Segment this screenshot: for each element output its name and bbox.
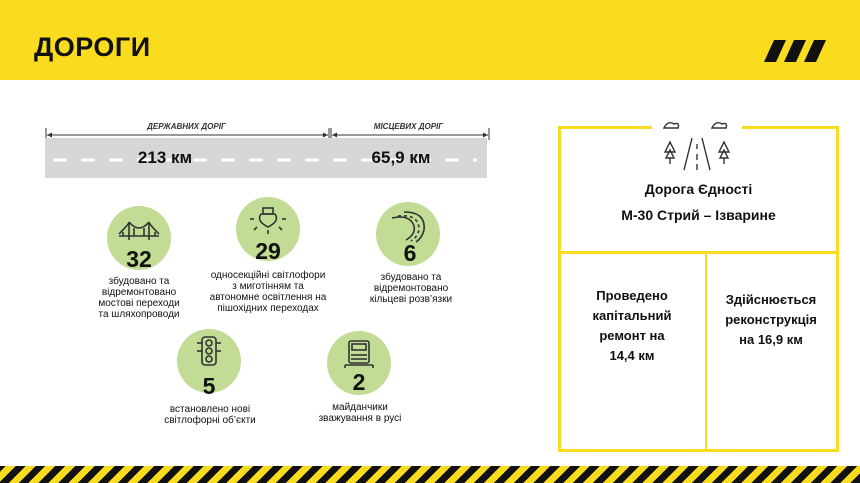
- stat-lights-text: [194, 270, 342, 314]
- stat-bridges-line: збудовано та: [108, 276, 170, 287]
- header-bar: [0, 0, 860, 80]
- stat-traffic-lights-number: 5: [202, 373, 216, 399]
- local-roads-value: 65,9 км: [371, 148, 431, 167]
- page-title: ДОРОГИ: [34, 32, 151, 62]
- local-roads-label: МІСЦЕВИХ ДОРІГ: [373, 122, 444, 131]
- stat-roundabouts-line: кільцеві розв’язки: [369, 294, 453, 305]
- reconstruction-line: Здійснюється: [725, 292, 817, 307]
- state-roads-value: 213 км: [137, 148, 193, 167]
- stat-lights-line: пішохідних переходах: [217, 303, 319, 314]
- repair-text: [562, 286, 702, 366]
- stat-bridges-line: відремонтовано: [101, 287, 177, 298]
- stat-lights-line: автономне освітлення на: [209, 292, 327, 303]
- slashes-logo-icon: [764, 40, 826, 62]
- stat-lights-line: з миготінням та: [232, 281, 304, 292]
- road-trees-icon: [656, 116, 738, 176]
- stat-traffic-lights-line: світлофорні об’єкти: [164, 415, 256, 426]
- stat-roundabouts-line: відремонтовано: [373, 283, 449, 294]
- reconstruction-line: реконструкція: [725, 312, 817, 327]
- stat-roundabouts-number: 6: [403, 240, 417, 266]
- stat-bridges-number: 32: [126, 246, 152, 272]
- unity-road-route: М-30 Стрий – Ізварине: [621, 207, 776, 223]
- stat-weighing-line: зважування в русі: [318, 413, 402, 424]
- stat-traffic-lights-line: встановлено нові: [169, 404, 251, 415]
- unity-road-title: Дорога Єдності: [644, 181, 753, 197]
- stat-roundabouts-line: збудовано та: [380, 272, 442, 283]
- repair-line: 14,4 км: [609, 348, 655, 363]
- card-divider: [558, 251, 839, 254]
- stat-bridges-line: мостові переходи: [98, 298, 180, 309]
- state-roads-label: ДЕРЖАВНИХ ДОРІГ: [147, 122, 226, 131]
- card-vertical-divider: [705, 254, 707, 452]
- stat-lights-line: односекційні світлофори: [210, 270, 326, 281]
- reconstruction-line: на 16,9 км: [739, 332, 803, 347]
- stat-weighing-text: [300, 402, 420, 424]
- reconstruction-text: [708, 290, 834, 350]
- repair-line: Проведено: [596, 288, 668, 303]
- stat-bridges-line: та шляхопроводи: [98, 309, 180, 320]
- stat-lights-number: 29: [255, 238, 281, 264]
- bottom-hazard-stripe: [0, 466, 860, 483]
- repair-line: капітальний: [592, 308, 672, 323]
- stat-bridges-text: [84, 276, 194, 320]
- stat-weighing-number: 2: [352, 369, 366, 395]
- repair-line: ремонт на: [599, 328, 665, 343]
- stat-roundabouts-text: [356, 272, 466, 305]
- stat-traffic-lights-text: [150, 404, 270, 426]
- stat-weighing-line: майданчики: [332, 402, 388, 413]
